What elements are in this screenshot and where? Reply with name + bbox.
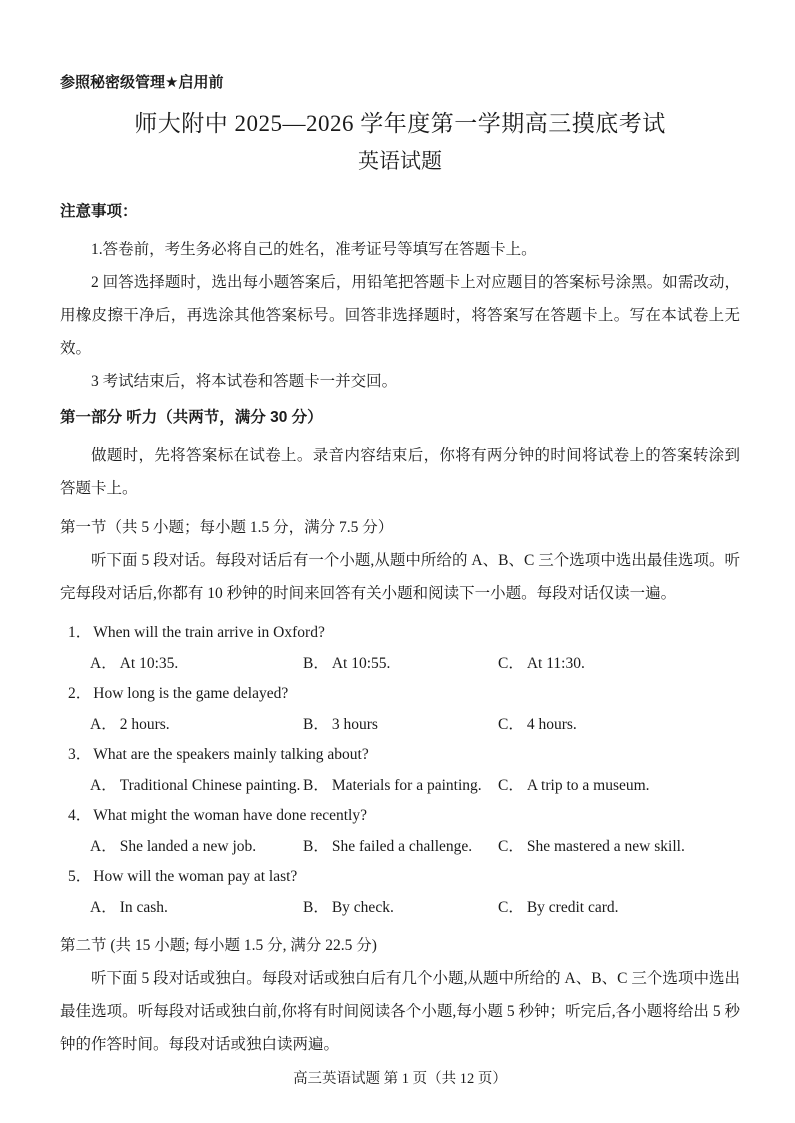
notice-item-2: 2 回答选择题时，选出每小题答案后，用铅笔把答题卡上对应题目的答案标号涂黑。如需改动，用橡皮擦干净后，再选涂其他答案标号。回答非选择题时，将答案写在答题卡上。写在本试卷上无效。	[60, 274, 740, 357]
question-4-text	[60, 801, 740, 831]
question-1	[60, 618, 740, 679]
section1-instructions: 听下面 5 段对话。每段对话后有一个小题,从题中所给的 A、B、C 三个选项中选出最佳选项。听完每段对话后,你都有 10 秒钟的时间来回答有关小题和阅读下一小题。每段对话仅读一遍。	[60, 552, 740, 602]
section1-heading: 第一节（共 5 小题；每小题 1.5 分，满分 7.5 分）	[60, 519, 394, 536]
question-4-option-a: A． She landed a new job.	[90, 838, 257, 855]
question-3-option-a: A． Traditional Chinese painting.	[90, 777, 301, 794]
question-list	[60, 618, 740, 923]
question-5-option-a: A． In cash.	[90, 899, 168, 916]
question-2-text	[60, 679, 740, 709]
question-2-option-c: C． 4 hours.	[498, 716, 577, 733]
question-2-options	[60, 709, 740, 740]
question-3-text	[60, 740, 740, 770]
question-3-option-b: B． Materials for a painting.	[303, 777, 482, 794]
question-3-option-c: C． A trip to a museum.	[498, 777, 650, 794]
question-4	[60, 801, 740, 862]
question-2-option-b: B． 3 hours	[303, 716, 378, 733]
question-1-option-a: A． At 10:35.	[90, 655, 179, 672]
question-1-option-c: C． At 11:30.	[498, 655, 585, 672]
question-4-option-c: C． She mastered a new skill.	[498, 838, 685, 855]
question-1-stem: When will the train arrive in Oxford?	[93, 624, 325, 641]
question-3-number: 3．	[68, 746, 92, 763]
notice-item-1: 1.答卷前，考生务必将自己的姓名，准考证号等填写在答题卡上。	[91, 241, 537, 258]
question-4-options	[60, 831, 740, 862]
question-4-number: 4．	[68, 807, 92, 824]
question-5-options	[60, 892, 740, 923]
part1-intro: 做题时，先将答案标在试卷上。录音内容结束后，你将有两分钟的时间将试卷上的答案转涂到答题卡上。	[60, 447, 740, 497]
question-5-number: 5．	[68, 868, 92, 885]
question-2-stem: How long is the game delayed?	[93, 685, 289, 702]
notice-section	[60, 201, 740, 398]
question-5	[60, 862, 740, 923]
question-4-stem: What might the woman have done recently?	[93, 807, 367, 824]
exam-title: 师大附中 2025—2026 学年度第一学期高三摸底考试	[134, 111, 666, 136]
question-3	[60, 740, 740, 801]
part1-heading: 第一部分 听力（共两节，满分 30 分）	[60, 409, 323, 426]
question-5-option-b: B． By check.	[303, 899, 394, 916]
section2-heading: 第二节 (共 15 小题; 每小题 1.5 分, 满分 22.5 分)	[60, 937, 377, 954]
classification-notice: 参照秘密级管理★启用前	[60, 74, 224, 91]
question-3-stem: What are the speakers mainly talking about?	[93, 746, 369, 763]
question-5-text	[60, 862, 740, 892]
notice-item-3: 3 考试结束后，将本试卷和答题卡一并交回。	[91, 373, 398, 390]
question-2-option-a: A． 2 hours.	[90, 716, 170, 733]
question-2	[60, 679, 740, 740]
question-5-option-c: C． By credit card.	[498, 899, 619, 916]
question-1-option-b: B． At 10:55.	[303, 655, 391, 672]
question-5-stem: How will the woman pay at last?	[93, 868, 298, 885]
part1-listening-section	[60, 407, 740, 1061]
question-4-option-b: B． She failed a challenge.	[303, 838, 473, 855]
question-1-options	[60, 648, 740, 679]
question-1-text	[60, 618, 740, 648]
notice-heading: 注意事项：	[60, 203, 138, 220]
exam-subject-title: 英语试题	[358, 149, 442, 173]
question-1-number: 1．	[68, 624, 92, 641]
page-footer: 高三英语试题 第 1 页（共 12 页）	[293, 1071, 507, 1087]
section2-instructions: 听下面 5 段对话或独白。每段对话或独白后有几个小题,从题中所给的 A、B、C 三个选项中选出最佳选项。听每段对话或独白前,你将有时间阅读各个小题,每小题 5 秒钟；听完后,各小题将给出 5 秒钟的作答时间。每段对话或独白读两遍。	[60, 970, 740, 1053]
question-3-options	[60, 770, 740, 801]
question-2-number: 2．	[68, 685, 92, 702]
